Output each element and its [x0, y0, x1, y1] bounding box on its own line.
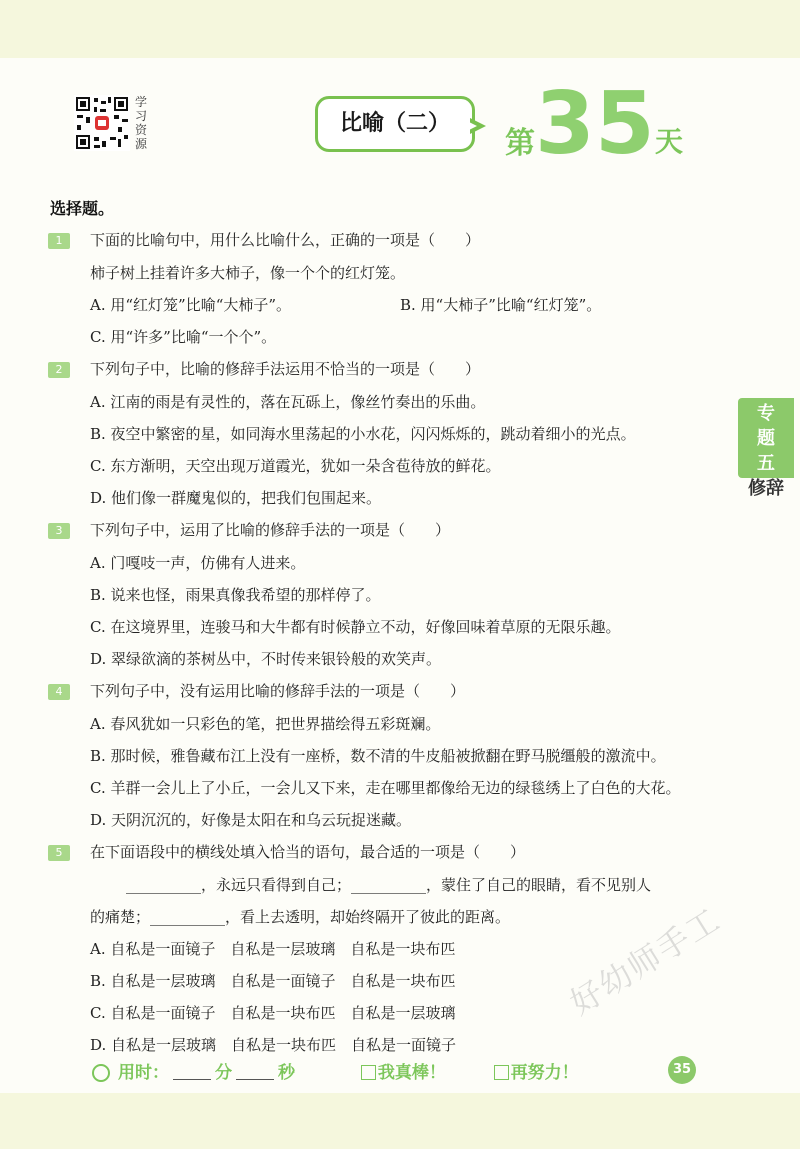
- day-number: 35: [535, 74, 655, 174]
- question-number: 1: [48, 233, 70, 249]
- question-stem: 下列句子中，比喻的修辞手法运用不恰当的一项是（ ）: [90, 360, 481, 378]
- question-stem: 下面的比喻句中，用什么比喻什么，正确的一项是（ ）: [90, 231, 481, 249]
- option-a[interactable]: A. 用“红灯笼”比喻“大柿子”。: [90, 296, 292, 314]
- question-sentence: 柿子树上挂着许多大柿子，像一个个的红灯笼。: [90, 264, 406, 282]
- question-stem: 下列句子中，没有运用比喻的修辞手法的一项是（ ）: [90, 682, 466, 700]
- time-tracker: [92, 1058, 579, 1083]
- question-number: 5: [48, 845, 70, 861]
- topic-subtitle: 修辞: [748, 478, 784, 499]
- passage-line-1: __________，永远只看得到自己；__________，蒙住了自己的眼睛，看不见别人: [126, 876, 652, 894]
- seconds-blank[interactable]: [236, 1063, 274, 1080]
- qr-code-image[interactable]: [74, 95, 130, 151]
- option-a[interactable]: A. 门嘎吱一声，仿佛有人进来。: [90, 554, 306, 572]
- option-c[interactable]: C. 羊群一会儿上了小丘，一会儿又下来，走在哪里都像给无边的绿毯绣上了白色的大花。: [90, 779, 681, 797]
- try-again-label: 再努力！: [510, 1063, 579, 1083]
- great-checkbox[interactable]: [361, 1065, 376, 1080]
- qr-label: 学习资源: [135, 95, 148, 151]
- lesson-title: 比喻（二）: [315, 96, 475, 152]
- option-d[interactable]: D. 自私是一层玻璃 自私是一块布匹 自私是一面镜子: [90, 1036, 457, 1054]
- great-label: 我真棒！: [377, 1063, 446, 1083]
- top-band: [0, 0, 800, 58]
- option-c[interactable]: C. 用“许多”比喻“一个个”。: [90, 328, 277, 346]
- topic-tab: [738, 398, 794, 478]
- topic-tab-char-3: 五: [757, 453, 775, 474]
- watermark: 好幼师手工: [563, 899, 728, 1023]
- day-suffix: 天: [655, 125, 684, 158]
- seconds-unit: 秒: [278, 1063, 295, 1083]
- alarm-clock-icon: [92, 1064, 110, 1082]
- option-a[interactable]: A. 江南的雨是有灵性的，落在瓦砾上，像丝竹奏出的乐曲。: [90, 393, 486, 411]
- time-label: 用时：: [118, 1063, 169, 1083]
- option-c[interactable]: C. 自私是一面镜子 自私是一块布匹 自私是一层玻璃: [90, 1004, 456, 1022]
- option-b[interactable]: B. 说来也怪，雨果真像我希望的那样停了。: [90, 586, 381, 604]
- option-d[interactable]: D. 翠绿欲滴的茶树丛中，不时传来银铃般的欢笑声。: [90, 650, 442, 668]
- option-b[interactable]: B. 那时候，雅鲁藏布江上没有一座桥，数不清的牛皮船被掀翻在野马脱缰般的激流中。: [90, 747, 666, 765]
- option-b[interactable]: B. 自私是一层玻璃 自私是一面镜子 自私是一块布匹: [90, 972, 456, 990]
- question-stem: 下列句子中，运用了比喻的修辞手法的一项是（ ）: [90, 521, 451, 539]
- question-4: [48, 675, 718, 836]
- try-again-checkbox[interactable]: [494, 1065, 509, 1080]
- question-list: [48, 224, 718, 1061]
- option-c[interactable]: C. 在这境界里，连骏马和大牛都有时候静立不动，好像回味着草原的无限乐趣。: [90, 618, 621, 636]
- question-number: 2: [48, 362, 70, 378]
- option-d[interactable]: D. 天阴沉沉的，好像是太阳在和乌云玩捉迷藏。: [90, 811, 412, 829]
- question-2: [48, 353, 718, 514]
- day-prefix: 第: [505, 126, 535, 161]
- minutes-blank[interactable]: [173, 1063, 211, 1080]
- minutes-unit: 分: [215, 1063, 232, 1083]
- question-1: [48, 224, 718, 353]
- question-stem: 在下面语段中的横线处填入恰当的语句，最合适的一项是（ ）: [90, 843, 526, 861]
- option-b[interactable]: B. 用“大柿子”比喻“红灯笼”。: [400, 296, 602, 314]
- bottom-band: [0, 1093, 800, 1149]
- section-title: 选择题。: [50, 199, 115, 218]
- page-number: 35: [668, 1056, 696, 1084]
- question-number: 4: [48, 684, 70, 700]
- option-a[interactable]: A. 自私是一面镜子 自私是一层玻璃 自私是一块布匹: [90, 940, 456, 958]
- topic-tab-char-2: 题: [757, 428, 775, 449]
- question-number: 3: [48, 523, 70, 539]
- option-b[interactable]: B. 夜空中繁密的星，如同海水里荡起的小水花，闪闪烁烁的，跳动着细小的光点。: [90, 425, 636, 443]
- topic-tab-char-1: 专: [757, 403, 775, 424]
- option-d[interactable]: D. 他们像一群魔鬼似的，把我们包围起来。: [90, 489, 382, 507]
- option-c[interactable]: C. 东方渐明，天空出现万道霞光，犹如一朵含苞待放的鲜花。: [90, 457, 501, 475]
- option-a[interactable]: A. 春风犹如一只彩色的笔，把世界描绘得五彩斑斓。: [90, 715, 441, 733]
- question-3: [48, 514, 718, 675]
- passage-line-2: 的痛楚；__________，看上去透明，却始终隔开了彼此的距离。: [90, 908, 511, 926]
